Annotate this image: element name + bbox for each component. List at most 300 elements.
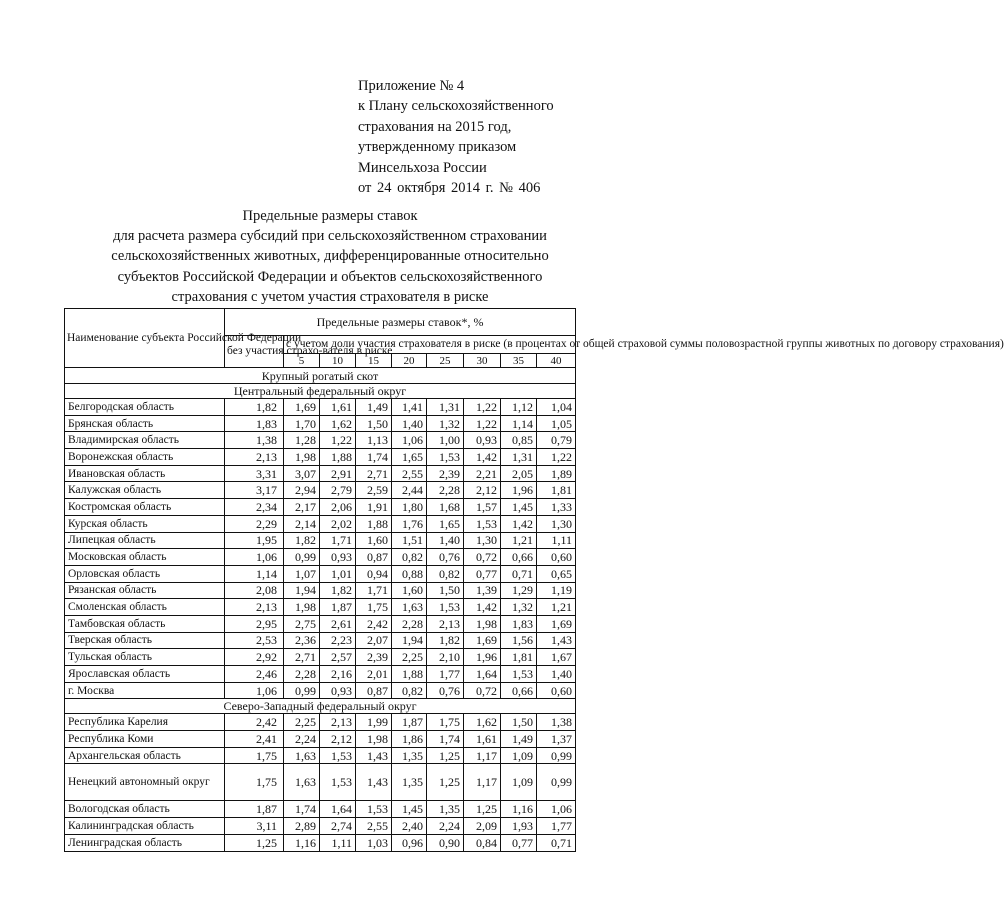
table-row xyxy=(65,666,576,683)
rate-cell: 2,13 xyxy=(320,714,356,731)
table-row xyxy=(65,818,576,835)
rate-cell: 1,37 xyxy=(537,731,576,748)
table-row xyxy=(65,399,576,416)
region-name: Ненецкий автономный округ xyxy=(65,764,225,801)
rate-cell: 1,07 xyxy=(284,565,320,582)
rate-cell: 2,10 xyxy=(427,649,464,666)
rate-cell: 1,53 xyxy=(427,449,464,466)
rate-cell: 1,35 xyxy=(392,747,427,764)
table-row xyxy=(65,515,576,532)
percent-column-header: 35 xyxy=(501,354,537,368)
rate-cell: 0,65 xyxy=(537,565,576,582)
rate-no-risk-cell: 1,75 xyxy=(225,747,284,764)
appendix-line: страхования на 2015 год, xyxy=(358,118,512,135)
rate-cell: 0,87 xyxy=(356,682,392,699)
rate-cell: 1,39 xyxy=(464,582,501,599)
rate-cell: 1,14 xyxy=(501,415,537,432)
rate-cell: 1,63 xyxy=(392,599,427,616)
rate-cell: 2,28 xyxy=(427,482,464,499)
percent-column-header: 40 xyxy=(537,354,576,368)
region-name: г. Москва xyxy=(65,682,225,699)
rate-cell: 1,83 xyxy=(501,615,537,632)
region-name: Вологодская область xyxy=(65,801,225,818)
rate-no-risk-cell: 2,95 xyxy=(225,615,284,632)
rate-cell: 1,19 xyxy=(537,582,576,599)
rate-cell: 0,77 xyxy=(464,565,501,582)
rate-cell: 1,75 xyxy=(427,714,464,731)
rate-cell: 2,91 xyxy=(320,465,356,482)
rate-cell: 1,49 xyxy=(501,731,537,748)
region-name: Смоленская область xyxy=(65,599,225,616)
rate-cell: 1,53 xyxy=(501,666,537,683)
rate-cell: 1,22 xyxy=(464,399,501,416)
rate-cell: 1,17 xyxy=(464,764,501,801)
region-name: Белгородская область xyxy=(65,399,225,416)
region-name: Брянская область xyxy=(65,415,225,432)
rate-cell: 1,17 xyxy=(464,747,501,764)
region-name: Владимирская область xyxy=(65,432,225,449)
rate-cell: 0,93 xyxy=(464,432,501,449)
rate-cell: 1,42 xyxy=(501,515,537,532)
rate-cell: 0,93 xyxy=(320,549,356,566)
rate-cell: 1,11 xyxy=(320,834,356,851)
rate-cell: 1,82 xyxy=(427,632,464,649)
rate-cell: 1,69 xyxy=(284,399,320,416)
rate-cell: 1,50 xyxy=(356,415,392,432)
rate-cell: 1,16 xyxy=(501,801,537,818)
rate-cell: 1,71 xyxy=(356,582,392,599)
rate-cell: 0,77 xyxy=(501,834,537,851)
rate-cell: 1,65 xyxy=(427,515,464,532)
rate-cell: 1,53 xyxy=(427,599,464,616)
rate-cell: 1,00 xyxy=(427,432,464,449)
rate-no-risk-cell: 2,29 xyxy=(225,515,284,532)
rate-cell: 1,25 xyxy=(427,747,464,764)
rate-cell: 2,02 xyxy=(320,515,356,532)
rate-cell: 1,63 xyxy=(284,764,320,801)
rate-cell: 1,60 xyxy=(392,582,427,599)
rate-cell: 1,06 xyxy=(392,432,427,449)
appendix-line: к Плану сельскохозяйственного xyxy=(358,98,554,115)
percent-column-header: 10 xyxy=(320,354,356,368)
rate-cell: 0,60 xyxy=(537,682,576,699)
rate-cell: 1,38 xyxy=(537,714,576,731)
table-row xyxy=(65,532,576,549)
rate-cell: 1,43 xyxy=(356,764,392,801)
table-row xyxy=(65,432,576,449)
rate-cell: 1,91 xyxy=(356,499,392,516)
region-name: Тульская область xyxy=(65,649,225,666)
rate-cell: 1,31 xyxy=(427,399,464,416)
rate-cell: 1,32 xyxy=(501,599,537,616)
rate-cell: 1,40 xyxy=(392,415,427,432)
rate-cell: 2,07 xyxy=(356,632,392,649)
region-name: Республика Коми xyxy=(65,731,225,748)
rates-group-header: Предельные размеры ставок*, % xyxy=(225,309,576,336)
document-title xyxy=(60,206,600,307)
rate-cell: 1,77 xyxy=(427,666,464,683)
rate-cell: 1,67 xyxy=(537,649,576,666)
rate-cell: 1,61 xyxy=(320,399,356,416)
rate-cell: 1,53 xyxy=(320,747,356,764)
rate-cell: 1,89 xyxy=(537,465,576,482)
rate-no-risk-cell: 1,14 xyxy=(225,565,284,582)
table-row xyxy=(65,615,576,632)
rate-cell: 0,88 xyxy=(392,565,427,582)
rate-cell: 1,74 xyxy=(356,449,392,466)
title-line: страхования с учетом участия страхователя в риске xyxy=(171,288,489,305)
appendix-line: утвержденному приказом xyxy=(358,139,517,156)
rate-cell: 2,25 xyxy=(392,649,427,666)
rate-cell: 1,13 xyxy=(356,432,392,449)
rate-cell: 2,17 xyxy=(284,499,320,516)
rate-cell: 1,87 xyxy=(320,599,356,616)
rate-no-risk-cell: 1,25 xyxy=(225,834,284,851)
region-name: Орловская область xyxy=(65,565,225,582)
rates-table xyxy=(64,308,1004,852)
rate-cell: 2,71 xyxy=(284,649,320,666)
rate-cell: 1,63 xyxy=(284,747,320,764)
rate-cell: 0,84 xyxy=(464,834,501,851)
appendix-line: Минсельхоза России xyxy=(358,159,487,176)
rate-cell: 1,68 xyxy=(427,499,464,516)
rate-cell: 1,69 xyxy=(537,615,576,632)
rate-no-risk-cell: 2,13 xyxy=(225,599,284,616)
rate-cell: 1,21 xyxy=(537,599,576,616)
rate-cell: 1,88 xyxy=(320,449,356,466)
rate-cell: 0,82 xyxy=(427,565,464,582)
rate-cell: 1,81 xyxy=(501,649,537,666)
rate-no-risk-cell: 1,06 xyxy=(225,682,284,699)
rate-cell: 1,50 xyxy=(501,714,537,731)
rate-cell: 1,30 xyxy=(464,532,501,549)
table-row xyxy=(65,764,576,801)
table-row xyxy=(65,465,576,482)
rate-cell: 3,07 xyxy=(284,465,320,482)
rate-cell: 0,66 xyxy=(501,549,537,566)
district-header: Центральный федеральный округ xyxy=(65,384,576,399)
table-row xyxy=(65,649,576,666)
rate-cell: 1,51 xyxy=(392,532,427,549)
rate-cell: 1,70 xyxy=(284,415,320,432)
rate-cell: 1,43 xyxy=(356,747,392,764)
rate-cell: 0,71 xyxy=(537,834,576,851)
rate-cell: 2,09 xyxy=(464,818,501,835)
table-row xyxy=(65,549,576,566)
region-name: Калининградская область xyxy=(65,818,225,835)
rate-cell: 2,39 xyxy=(356,649,392,666)
region-name: Московская область xyxy=(65,549,225,566)
rate-cell: 0,90 xyxy=(427,834,464,851)
region-name: Архангельская область xyxy=(65,747,225,764)
rate-cell: 1,93 xyxy=(501,818,537,835)
rate-cell: 0,87 xyxy=(356,549,392,566)
rate-cell: 1,98 xyxy=(284,449,320,466)
table-row xyxy=(65,682,576,699)
title-line: Предельные размеры ставок xyxy=(242,208,418,224)
rate-cell: 0,99 xyxy=(537,764,576,801)
rate-cell: 2,75 xyxy=(284,615,320,632)
with-risk-header: с учетом доли участия страхователя в риске (в процентах от общей страховой суммы половозрастной группы животных по договору страхования) xyxy=(284,336,576,354)
rate-cell: 1,98 xyxy=(284,599,320,616)
rate-cell: 2,01 xyxy=(356,666,392,683)
rate-cell: 1,62 xyxy=(320,415,356,432)
rate-cell: 1,64 xyxy=(464,666,501,683)
rate-cell: 1,12 xyxy=(501,399,537,416)
table-row xyxy=(65,582,576,599)
rate-cell: 1,21 xyxy=(501,532,537,549)
rate-no-risk-cell: 3,17 xyxy=(225,482,284,499)
rate-cell: 1,64 xyxy=(320,801,356,818)
rate-cell: 1,82 xyxy=(284,532,320,549)
percent-column-header: 20 xyxy=(392,354,427,368)
title-line: субъектов Российской Федерации и объектов сельскохозяйственного xyxy=(117,268,543,285)
rate-cell: 1,69 xyxy=(464,632,501,649)
rate-no-risk-cell: 1,75 xyxy=(225,764,284,801)
rate-cell: 1,82 xyxy=(320,582,356,599)
region-name: Липецкая область xyxy=(65,532,225,549)
rate-cell: 2,55 xyxy=(392,465,427,482)
table-row xyxy=(65,801,576,818)
percent-column-header: 15 xyxy=(356,354,392,368)
table-row xyxy=(65,834,576,851)
title-line: сельскохозяйственных животных, дифференцированные относительно xyxy=(111,248,549,265)
rate-cell: 1,01 xyxy=(320,565,356,582)
rate-cell: 2,55 xyxy=(356,818,392,835)
no-risk-header: без участия страхо-вателя в риске xyxy=(225,336,284,368)
rate-no-risk-cell: 3,31 xyxy=(225,465,284,482)
rate-cell: 0,82 xyxy=(392,682,427,699)
table-row xyxy=(65,747,576,764)
table-row xyxy=(65,499,576,516)
rate-cell: 1,40 xyxy=(427,532,464,549)
region-name: Калужская область xyxy=(65,482,225,499)
rate-cell: 1,16 xyxy=(284,834,320,851)
rate-cell: 1,99 xyxy=(356,714,392,731)
rate-cell: 1,05 xyxy=(537,415,576,432)
table-row xyxy=(65,714,576,731)
region-name: Ярославская область xyxy=(65,666,225,683)
rate-cell: 2,24 xyxy=(284,731,320,748)
rate-cell: 1,53 xyxy=(356,801,392,818)
rate-cell: 2,42 xyxy=(356,615,392,632)
rate-cell: 1,49 xyxy=(356,399,392,416)
table-row xyxy=(65,449,576,466)
region-name: Воронежская область xyxy=(65,449,225,466)
rate-cell: 1,74 xyxy=(284,801,320,818)
rate-cell: 1,40 xyxy=(537,666,576,683)
appendix-date-line: от 24 октября 2014 г. № 406 xyxy=(358,180,541,197)
rate-cell: 1,87 xyxy=(392,714,427,731)
rate-no-risk-cell: 1,06 xyxy=(225,549,284,566)
rate-cell: 1,42 xyxy=(464,599,501,616)
rate-cell: 0,79 xyxy=(537,432,576,449)
rate-cell: 1,88 xyxy=(356,515,392,532)
rate-cell: 1,22 xyxy=(537,449,576,466)
rate-cell: 0,99 xyxy=(537,747,576,764)
rate-cell: 0,71 xyxy=(501,565,537,582)
rate-no-risk-cell: 1,38 xyxy=(225,432,284,449)
rate-cell: 2,40 xyxy=(392,818,427,835)
rate-cell: 2,71 xyxy=(356,465,392,482)
rate-cell: 0,82 xyxy=(392,549,427,566)
district-header: Северо-Западный федеральный округ xyxy=(65,699,576,714)
rate-cell: 2,05 xyxy=(501,465,537,482)
rate-cell: 1,75 xyxy=(356,599,392,616)
rate-cell: 0,72 xyxy=(464,549,501,566)
rate-cell: 0,99 xyxy=(284,549,320,566)
rate-cell: 2,24 xyxy=(427,818,464,835)
rate-cell: 2,59 xyxy=(356,482,392,499)
rate-cell: 2,28 xyxy=(284,666,320,683)
rate-cell: 2,13 xyxy=(427,615,464,632)
rate-cell: 1,81 xyxy=(537,482,576,499)
table-row xyxy=(65,632,576,649)
rate-cell: 1,77 xyxy=(537,818,576,835)
rate-cell: 0,76 xyxy=(427,682,464,699)
rate-cell: 1,32 xyxy=(427,415,464,432)
rate-cell: 1,60 xyxy=(356,532,392,549)
rate-cell: 1,45 xyxy=(501,499,537,516)
rate-cell: 0,99 xyxy=(284,682,320,699)
rate-no-risk-cell: 2,34 xyxy=(225,499,284,516)
rate-cell: 2,57 xyxy=(320,649,356,666)
percent-column-header: 25 xyxy=(427,354,464,368)
rate-cell: 2,94 xyxy=(284,482,320,499)
rate-cell: 2,21 xyxy=(464,465,501,482)
rate-cell: 2,44 xyxy=(392,482,427,499)
rate-cell: 1,61 xyxy=(464,731,501,748)
rate-cell: 2,36 xyxy=(284,632,320,649)
rate-cell: 1,56 xyxy=(501,632,537,649)
rate-cell: 1,03 xyxy=(356,834,392,851)
rate-cell: 2,28 xyxy=(392,615,427,632)
rate-cell: 2,61 xyxy=(320,615,356,632)
rate-cell: 1,41 xyxy=(392,399,427,416)
region-name: Ленинградская область xyxy=(65,834,225,851)
rate-cell: 1,62 xyxy=(464,714,501,731)
rate-cell: 1,88 xyxy=(392,666,427,683)
rate-no-risk-cell: 2,08 xyxy=(225,582,284,599)
rate-cell: 1,04 xyxy=(537,399,576,416)
table-row xyxy=(65,565,576,582)
percent-column-header: 5 xyxy=(284,354,320,368)
rate-no-risk-cell: 2,92 xyxy=(225,649,284,666)
region-name: Рязанская область xyxy=(65,582,225,599)
rate-cell: 1,45 xyxy=(392,801,427,818)
rate-no-risk-cell: 2,13 xyxy=(225,449,284,466)
rate-cell: 2,39 xyxy=(427,465,464,482)
rate-cell: 0,85 xyxy=(501,432,537,449)
table-row xyxy=(65,415,576,432)
rate-cell: 0,96 xyxy=(392,834,427,851)
rate-cell: 1,11 xyxy=(537,532,576,549)
rate-no-risk-cell: 2,53 xyxy=(225,632,284,649)
rate-cell: 1,94 xyxy=(284,582,320,599)
rate-no-risk-cell: 2,42 xyxy=(225,714,284,731)
rate-cell: 1,96 xyxy=(501,482,537,499)
rate-cell: 2,16 xyxy=(320,666,356,683)
rate-cell: 0,60 xyxy=(537,549,576,566)
rate-cell: 1,30 xyxy=(537,515,576,532)
rate-cell: 0,72 xyxy=(464,682,501,699)
rate-cell: 1,57 xyxy=(464,499,501,516)
section-title: Крупный рогатый скот xyxy=(65,368,576,384)
rate-cell: 1,96 xyxy=(464,649,501,666)
rate-cell: 1,53 xyxy=(464,515,501,532)
rate-cell: 1,22 xyxy=(320,432,356,449)
rate-cell: 1,86 xyxy=(392,731,427,748)
rate-cell: 1,42 xyxy=(464,449,501,466)
table-row xyxy=(65,599,576,616)
rate-no-risk-cell: 2,41 xyxy=(225,731,284,748)
rate-cell: 1,28 xyxy=(284,432,320,449)
rate-cell: 1,76 xyxy=(392,515,427,532)
rate-cell: 1,71 xyxy=(320,532,356,549)
rate-cell: 2,79 xyxy=(320,482,356,499)
rate-cell: 1,98 xyxy=(356,731,392,748)
rate-no-risk-cell: 1,95 xyxy=(225,532,284,549)
rate-cell: 0,66 xyxy=(501,682,537,699)
rate-cell: 1,53 xyxy=(320,764,356,801)
region-name: Ивановская область xyxy=(65,465,225,482)
rate-cell: 1,98 xyxy=(464,615,501,632)
region-name: Тверская область xyxy=(65,632,225,649)
rate-cell: 1,06 xyxy=(537,801,576,818)
rate-cell: 1,31 xyxy=(501,449,537,466)
rate-cell: 1,74 xyxy=(427,731,464,748)
rate-cell: 1,35 xyxy=(427,801,464,818)
rate-cell: 1,65 xyxy=(392,449,427,466)
rate-no-risk-cell: 1,87 xyxy=(225,801,284,818)
rate-cell: 1,25 xyxy=(427,764,464,801)
rate-cell: 0,93 xyxy=(320,682,356,699)
table-row xyxy=(65,731,576,748)
rate-cell: 1,09 xyxy=(501,747,537,764)
rate-cell: 1,35 xyxy=(392,764,427,801)
rate-cell: 2,12 xyxy=(320,731,356,748)
rate-cell: 1,09 xyxy=(501,764,537,801)
region-name-header: Наименование субъекта Российской Федерации xyxy=(65,309,225,368)
rate-no-risk-cell: 1,83 xyxy=(225,415,284,432)
rate-cell: 0,76 xyxy=(427,549,464,566)
rate-cell: 2,74 xyxy=(320,818,356,835)
rate-no-risk-cell: 1,82 xyxy=(225,399,284,416)
rate-cell: 2,12 xyxy=(464,482,501,499)
region-name: Республика Карелия xyxy=(65,714,225,731)
rate-cell: 1,43 xyxy=(537,632,576,649)
table-row xyxy=(65,482,576,499)
rate-cell: 2,14 xyxy=(284,515,320,532)
region-name: Тамбовская область xyxy=(65,615,225,632)
rate-cell: 1,80 xyxy=(392,499,427,516)
appendix-block xyxy=(358,76,554,198)
rate-cell: 1,33 xyxy=(537,499,576,516)
rate-no-risk-cell: 3,11 xyxy=(225,818,284,835)
appendix-line: Приложение № 4 xyxy=(358,78,465,94)
title-line: для расчета размера субсидий при сельскохозяйственном страховании xyxy=(113,228,547,245)
rate-cell: 1,94 xyxy=(392,632,427,649)
rate-cell: 0,94 xyxy=(356,565,392,582)
rate-cell: 1,50 xyxy=(427,582,464,599)
rate-cell: 2,25 xyxy=(284,714,320,731)
rate-cell: 2,06 xyxy=(320,499,356,516)
percent-column-header: 30 xyxy=(464,354,501,368)
rate-cell: 1,25 xyxy=(464,801,501,818)
rate-no-risk-cell: 2,46 xyxy=(225,666,284,683)
rate-cell: 2,23 xyxy=(320,632,356,649)
rate-cell: 2,89 xyxy=(284,818,320,835)
